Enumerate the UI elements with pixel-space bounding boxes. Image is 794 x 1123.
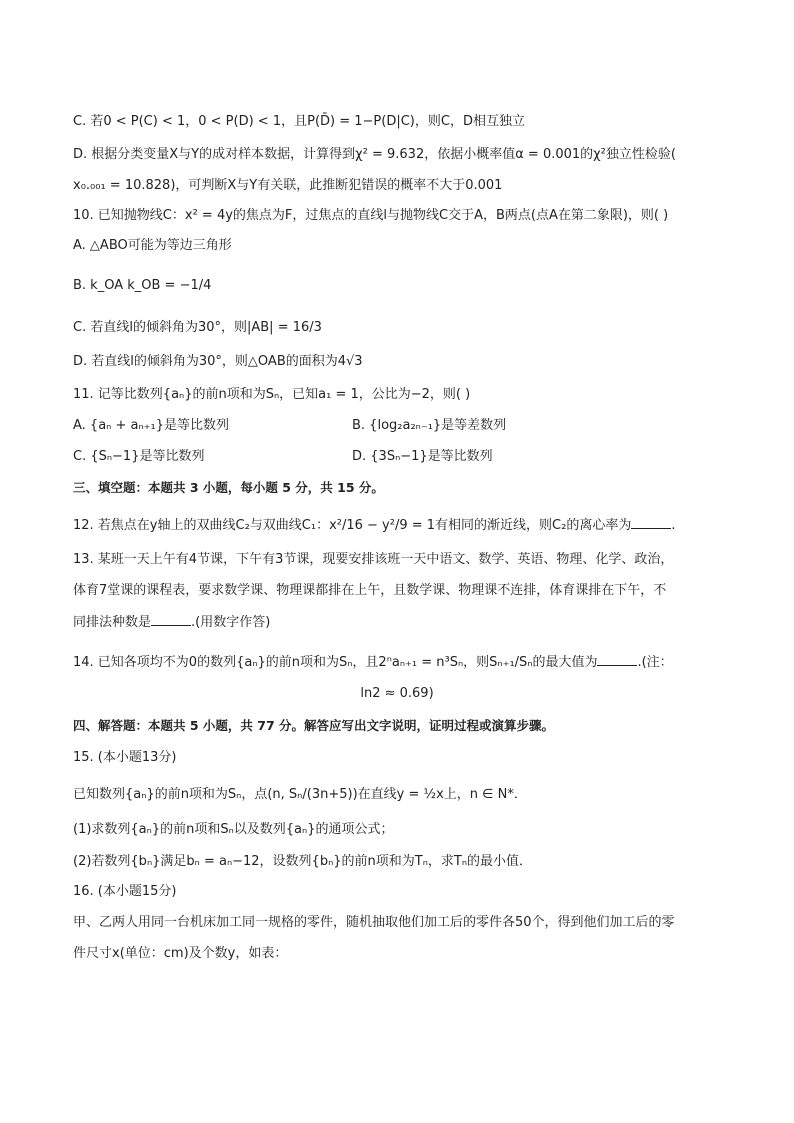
q12-text: 12. 若焦点在y轴上的双曲线C₂与双曲线C₁：x²/16 − y²/9 = 1有相同的渐近线，则C₂的离心率为 xyxy=(73,518,632,533)
answer-blank xyxy=(631,514,671,529)
q11-option-d: D. {3Sₙ−1}是等比数列 xyxy=(352,449,493,464)
q12 xyxy=(73,514,734,536)
q10-option-d: D. 若直线l的倾斜角为30°，则△OAB的面积为4√3 xyxy=(73,354,363,369)
q13-end: .(用数字作答) xyxy=(191,615,271,630)
q13-line3 xyxy=(73,611,734,633)
q9-option-d-cont: x₀.₀₀₁ = 10.828)，可判断X与Y有关联，此推断犯错误的概率不大于0.001 xyxy=(73,178,503,193)
q14-line1 xyxy=(73,651,734,673)
q12-end: . xyxy=(671,518,676,533)
q14-text: 14. 已知各项均不为0的数列{aₙ}的前n项和为Sₙ，且2ⁿaₙ₊₁ = n³Sₙ，则Sₙ₊₁/Sₙ的最大值为 xyxy=(73,655,598,670)
q10-option-b: B. k_OA k_OB = −1/4 xyxy=(73,278,212,293)
q16-stem-line1: 甲、乙两人用同一台机床加工同一规格的零件，随机抽取他们加工后的零件各50个，得到他们加工后的零 xyxy=(73,915,675,930)
q14-line2: ln2 ≈ 0.69) xyxy=(360,686,434,701)
answer-blank xyxy=(151,611,191,626)
q15-part1: (1)求数列{aₙ}的前n项和Sₙ以及数列{aₙ}的通项公式； xyxy=(73,822,394,837)
q10-option-a: A. △ABO可能为等边三角形 xyxy=(73,238,232,253)
section-4-heading: 四、解答题：本题共 5 小题，共 77 分。解答应写出文字说明，证明过程或演算步骤。 xyxy=(73,718,555,733)
q13-text: 同排法种数是 xyxy=(73,615,152,630)
section-3-heading: 三、填空题：本题共 3 小题，每小题 5 分，共 15 分。 xyxy=(73,480,384,495)
q9-option-c: C. 若0 < P(C) < 1，0 < P(D) < 1，且P(D̄) = 1−P(D|C)，则C，D相互独立 xyxy=(73,114,525,129)
q11-option-b: B. {log₂a₂ₙ₋₁}是等差数列 xyxy=(352,418,507,433)
q11-option-c: C. {Sₙ−1}是等比数列 xyxy=(73,449,205,464)
q13-line1: 13. 某班一天上午有4节课，下午有3节课，现要安排该班一天中语文、数学、英语、物理、化学、政治， xyxy=(73,552,674,567)
q10-stem: 10. 已知抛物线C：x² = 4y的焦点为F，过焦点的直线l与抛物线C交于A，B两点(点A在第二象限)，则( ) xyxy=(73,208,669,223)
q15-part2: (2)若数列{bₙ}满足bₙ = aₙ−12，设数列{bₙ}的前n项和为Tₙ，求Tₙ的最小值． xyxy=(73,854,533,869)
q11-stem: 11. 记等比数列{aₙ}的前n项和为Sₙ，已知a₁ = 1，公比为−2，则( ) xyxy=(73,387,471,402)
q14-note: .(注： xyxy=(637,655,673,670)
q16-header: 16. (本小题15分) xyxy=(73,884,177,899)
q9-option-d: D. 根据分类变量X与Y的成对样本数据，计算得到χ² = 9.632，依据小概率值α = 0.001的χ²独立性检验( xyxy=(73,147,676,162)
q16-stem-line2: 件尺寸x(单位：cm)及个数y，如表： xyxy=(73,946,288,961)
q15-stem: 已知数列{aₙ}的前n项和为Sₙ，点(n, Sₙ/(3n+5))在直线y = ½x上，n ∈ N*． xyxy=(73,787,527,802)
q13-line2: 体育7堂课的课程表，要求数学课、物理课都排在上午，且数学课、物理课不连排，体育课排在下午，不 xyxy=(73,583,667,598)
q15-header: 15. (本小题13分) xyxy=(73,750,177,765)
q11-option-a: A. {aₙ + aₙ₊₁}是等比数列 xyxy=(73,418,229,433)
answer-blank xyxy=(597,651,637,666)
q10-option-c: C. 若直线l的倾斜角为30°，则|AB| = 16/3 xyxy=(73,320,322,335)
